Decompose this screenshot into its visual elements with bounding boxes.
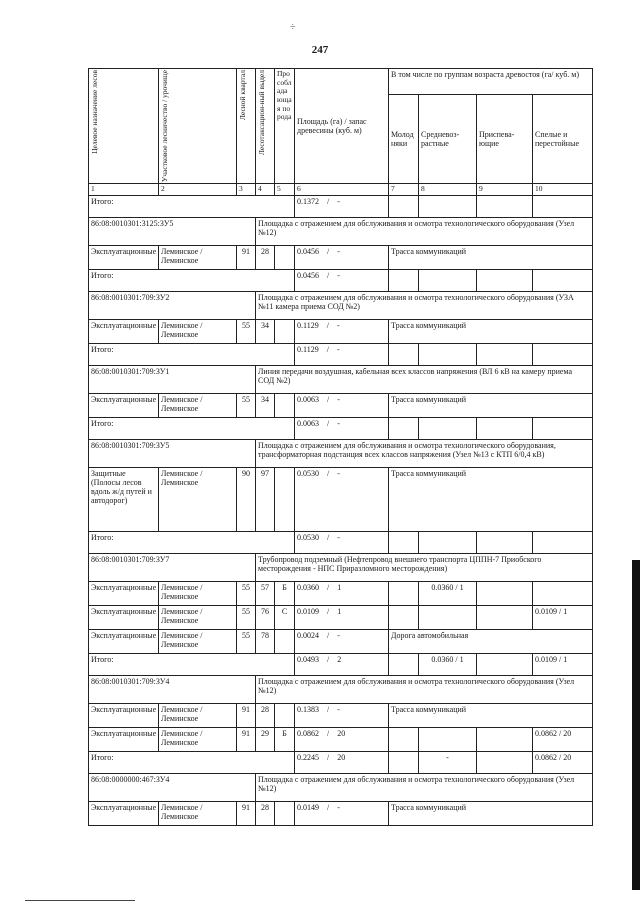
cadastral-number: 86:08:0010301:3125:ЗУ5	[89, 217, 256, 245]
volume-value: -	[337, 704, 340, 714]
column-number-cell: 1	[89, 184, 159, 196]
area-volume-cell	[295, 343, 389, 365]
area-volume-cell	[295, 269, 389, 291]
area-separator: /	[327, 630, 330, 640]
age-premature-cell	[477, 531, 533, 553]
age-premature-cell	[477, 269, 533, 291]
forestry-cell: Леминское / Леминское	[159, 245, 237, 269]
note-cell: Трасса коммуникаций	[389, 393, 593, 417]
volume-value: 1	[337, 606, 342, 616]
area-separator: /	[326, 320, 329, 330]
area-value: 0.0456	[297, 246, 319, 256]
age-young-cell	[389, 727, 419, 751]
table-row	[89, 629, 593, 653]
note-cell: Трасса коммуникаций	[389, 467, 593, 531]
age-young-cell	[389, 531, 419, 553]
purpose-cell: Эксплуатационные	[89, 727, 159, 751]
area-value: 0.0530	[297, 468, 319, 478]
quarter-cell: 55	[237, 629, 256, 653]
area-separator: /	[327, 728, 330, 738]
purpose-cell: Эксплуатационные	[89, 703, 159, 727]
quarter-cell: 55	[237, 581, 256, 605]
area-value: 0.0109	[297, 606, 319, 616]
age-mature-cell	[533, 531, 593, 553]
total-row	[89, 653, 593, 675]
area-value: 0.0063	[297, 418, 319, 428]
purpose-cell: Эксплуатационные	[89, 581, 159, 605]
age-mature-cell	[533, 343, 593, 365]
total-label: Итого:	[89, 653, 295, 675]
purpose-cell: Эксплуатационные	[89, 319, 159, 343]
table-row	[89, 581, 593, 605]
volume-value: -	[337, 468, 340, 478]
table-row	[89, 245, 593, 269]
forestry-cell: Леминское / Леминское	[159, 801, 237, 825]
species-cell	[275, 319, 295, 343]
object-description: Площадка с отражением для обслуживания и осмотра технологического оборудования (УЗА №11 камера приема СОД №2)	[256, 291, 593, 319]
area-value: 0.0063	[297, 394, 319, 404]
column-number-cell: 7	[389, 184, 419, 196]
table-row	[89, 703, 593, 727]
cadastral-number: 86:08:0000000:467:ЗУ4	[89, 773, 256, 801]
allotment-cell: 97	[256, 467, 275, 531]
volume-value: -	[337, 246, 340, 256]
column-number-cell: 2	[159, 184, 237, 196]
purpose-cell: Защитные (Полосы лесов вдоль ж/д путей и автодорог)	[89, 467, 159, 531]
forestry-cell: Леминское / Леминское	[159, 727, 237, 751]
volume-value: -	[337, 630, 340, 640]
column-number-cell: 10	[533, 184, 593, 196]
area-separator: /	[327, 270, 330, 280]
header-age-group: В том числе по группам возраста древостоя (га/ куб. м)	[389, 69, 593, 95]
age-young-cell	[389, 269, 419, 291]
area-separator: /	[327, 418, 330, 428]
age-mature-cell: 0.0109 / 1	[533, 653, 593, 675]
area-separator: /	[327, 394, 330, 404]
age-young-cell	[389, 417, 419, 439]
area-volume-cell	[295, 751, 389, 773]
area-volume-cell	[295, 531, 389, 553]
area-separator: /	[327, 654, 330, 664]
age-mature-cell	[533, 417, 593, 439]
age-premature-cell	[477, 417, 533, 439]
total-label: Итого:	[89, 269, 295, 291]
object-description: Трубопровод подземный (Нефтепровод внешнего транспорта ЦППН-7 Приобского месторождения - НПС Приразломного месторождения)	[256, 553, 593, 581]
age-middle-cell: 0.0360 / 1	[419, 653, 477, 675]
scan-edge	[632, 560, 640, 890]
species-cell	[275, 393, 295, 417]
allotment-cell: 78	[256, 629, 275, 653]
age-young-cell	[389, 195, 419, 217]
volume-value: 20	[337, 728, 346, 738]
column-number-cell: 6	[295, 184, 389, 196]
species-cell	[275, 245, 295, 269]
age-premature-cell	[477, 343, 533, 365]
area-volume-cell	[295, 581, 389, 605]
quarter-cell: 55	[237, 605, 256, 629]
allotment-cell: 28	[256, 801, 275, 825]
area-separator: /	[327, 246, 330, 256]
cadastral-row	[89, 365, 593, 393]
column-number-cell: 5	[275, 184, 295, 196]
cadastral-number: 86:08:0010301:709:ЗУ7	[89, 553, 256, 581]
age-premature-cell	[477, 195, 533, 217]
purpose-cell: Эксплуатационные	[89, 801, 159, 825]
object-description: Площадка с отражением для обслуживания и осмотра технологического оборудования (Узел №12)	[256, 773, 593, 801]
age-young-cell	[389, 605, 419, 629]
area-volume-cell	[295, 801, 389, 825]
species-cell	[275, 629, 295, 653]
age-mature-cell	[533, 581, 593, 605]
age-premature-cell	[477, 751, 533, 773]
area-separator: /	[327, 532, 330, 542]
age-premature-cell	[477, 581, 533, 605]
total-label: Итого:	[89, 417, 295, 439]
column-numbers-row	[89, 184, 593, 196]
purpose-cell: Эксплуатационные	[89, 605, 159, 629]
note-cell: Трасса коммуникаций	[389, 245, 593, 269]
area-volume-cell	[295, 195, 389, 217]
cadastral-number: 86:08:0010301:709:ЗУ5	[89, 439, 256, 467]
area-volume-cell	[295, 629, 389, 653]
quarter-cell: 91	[237, 727, 256, 751]
table-row	[89, 801, 593, 825]
quarter-cell: 55	[237, 393, 256, 417]
area-value: 0.2245	[297, 752, 319, 762]
age-middle-cell	[419, 531, 477, 553]
volume-value: -	[337, 196, 340, 206]
total-row	[89, 343, 593, 365]
area-value: 0.1129	[297, 320, 319, 330]
species-cell: Б	[275, 581, 295, 605]
species-cell	[275, 801, 295, 825]
total-row	[89, 195, 593, 217]
area-volume-cell	[295, 245, 389, 269]
cadastral-number: 86:08:0010301:709:ЗУ2	[89, 291, 256, 319]
object-description: Площадка с отражением для обслуживания и осмотра технологического оборудования (Узел №12)	[256, 675, 593, 703]
quarter-cell: 91	[237, 801, 256, 825]
age-middle-cell	[419, 195, 477, 217]
table-row	[89, 393, 593, 417]
age-mature-cell	[533, 195, 593, 217]
age-young-cell	[389, 581, 419, 605]
header-col-allotment: Лесотаксацион-ный выдел	[256, 69, 275, 184]
header-col-premature: Приспева-ющие	[477, 95, 533, 184]
page-number: 247	[311, 44, 329, 56]
allotment-cell: 34	[256, 319, 275, 343]
age-middle-cell	[419, 269, 477, 291]
area-volume-cell	[295, 727, 389, 751]
area-volume-cell	[295, 417, 389, 439]
table-row	[89, 727, 593, 751]
cadastral-row	[89, 553, 593, 581]
volume-value: -	[337, 532, 340, 542]
note-cell: Трасса коммуникаций	[389, 801, 593, 825]
cadastral-row	[89, 675, 593, 703]
cadastral-row	[89, 291, 593, 319]
allotment-cell: 28	[256, 703, 275, 727]
volume-value: 1	[337, 582, 342, 592]
age-middle-cell: 0.0360 / 1	[419, 581, 477, 605]
scan-line	[25, 900, 135, 901]
volume-value: -	[336, 344, 340, 354]
volume-value: -	[337, 418, 340, 428]
total-label: Итого:	[89, 531, 295, 553]
column-number-cell: 8	[419, 184, 477, 196]
column-number-cell: 4	[256, 184, 275, 196]
purpose-cell: Эксплуатационные	[89, 629, 159, 653]
age-middle-cell	[419, 727, 477, 751]
volume-value: -	[337, 394, 340, 404]
area-value: 0.1129	[297, 344, 319, 354]
total-row	[89, 751, 593, 773]
age-premature-cell	[477, 605, 533, 629]
area-separator: /	[327, 196, 330, 206]
age-mature-cell: 0.0109 / 1	[533, 605, 593, 629]
species-cell	[275, 467, 295, 531]
age-middle-cell	[419, 343, 477, 365]
age-middle-cell	[419, 605, 477, 629]
area-value: 0.0456	[297, 270, 319, 280]
area-value: 0.0149	[297, 802, 319, 812]
area-value: 0.0493	[297, 654, 319, 664]
cadastral-number: 86:08:0010301:709:ЗУ1	[89, 365, 256, 393]
header-col-area: Площадь (га) / запас древесины (куб. м)	[295, 69, 389, 184]
age-young-cell	[389, 653, 419, 675]
allotment-cell: 29	[256, 727, 275, 751]
header-col-species: Прособладающая порода	[275, 69, 295, 184]
total-label: Итого:	[89, 751, 295, 773]
header-col-young: Молодняки	[389, 95, 419, 184]
area-separator: /	[327, 582, 330, 592]
total-label: Итого:	[89, 343, 295, 365]
forest-table	[88, 68, 593, 826]
header-col-mature: Спелые и перестойные	[533, 95, 593, 184]
cadastral-number: 86:08:0010301:709:ЗУ4	[89, 675, 256, 703]
area-separator: /	[327, 802, 330, 812]
total-row	[89, 531, 593, 553]
species-cell	[275, 703, 295, 727]
scan-marks: ÷	[290, 22, 296, 33]
forestry-cell: Леминское / Леминское	[159, 319, 237, 343]
note-cell: Трасса коммуникаций	[389, 319, 593, 343]
area-volume-cell	[295, 319, 389, 343]
volume-value: -	[337, 802, 340, 812]
volume-value: 2	[337, 654, 342, 664]
age-young-cell	[389, 751, 419, 773]
table-row	[89, 319, 593, 343]
age-premature-cell	[477, 653, 533, 675]
area-separator: /	[327, 606, 330, 616]
forestry-cell: Леминское / Леминское	[159, 467, 237, 531]
volume-value: -	[337, 270, 340, 280]
age-mature-cell	[533, 269, 593, 291]
forestry-cell: Леминское / Леминское	[159, 703, 237, 727]
allotment-cell: 28	[256, 245, 275, 269]
allotment-cell: 57	[256, 581, 275, 605]
column-number-cell: 9	[477, 184, 533, 196]
area-value: 0.1372	[297, 196, 319, 206]
forestry-cell: Леминское / Леминское	[159, 629, 237, 653]
age-mature-cell: 0.0862 / 20	[533, 727, 593, 751]
area-separator: /	[327, 468, 330, 478]
object-description: Линия передачи воздушная, кабельная всех классов напряжения (ВЛ 6 кВ на камеру приема СОД №2)	[256, 365, 593, 393]
note-cell: Дорога автомобильная	[389, 629, 593, 653]
area-volume-cell	[295, 393, 389, 417]
object-description: Площадка с отражением для обслуживания и осмотра технологического оборудования (Узел №12)	[256, 217, 593, 245]
forestry-cell: Леминское / Леминское	[159, 605, 237, 629]
header-col-quarter: Лесной квартал	[237, 69, 256, 184]
header-col-purpose: Целевое назначение лесов	[89, 69, 159, 184]
age-young-cell	[389, 343, 419, 365]
area-volume-cell	[295, 703, 389, 727]
cadastral-row	[89, 773, 593, 801]
cadastral-row	[89, 217, 593, 245]
total-row	[89, 417, 593, 439]
species-cell: С	[275, 605, 295, 629]
forestry-cell: Леминское / Леминское	[159, 393, 237, 417]
area-separator: /	[327, 752, 330, 762]
header-col-middle: Средневоз-растные	[419, 95, 477, 184]
age-premature-cell	[477, 727, 533, 751]
area-volume-cell	[295, 467, 389, 531]
table-row	[89, 467, 593, 531]
area-value: 0.0360	[297, 582, 319, 592]
area-separator: /	[326, 344, 329, 354]
cadastral-row	[89, 439, 593, 467]
quarter-cell: 55	[237, 319, 256, 343]
table-row	[89, 605, 593, 629]
forestry-cell: Леминское / Леминское	[159, 581, 237, 605]
volume-value: -	[336, 320, 340, 330]
area-value: 0.0862	[297, 728, 319, 738]
area-separator: /	[327, 704, 330, 714]
quarter-cell: 90	[237, 467, 256, 531]
area-value: 0.0530	[297, 532, 319, 542]
allotment-cell: 34	[256, 393, 275, 417]
species-cell: Б	[275, 727, 295, 751]
age-middle-cell: -	[419, 751, 477, 773]
purpose-cell: Эксплуатационные	[89, 393, 159, 417]
purpose-cell: Эксплуатационные	[89, 245, 159, 269]
column-number-cell: 3	[237, 184, 256, 196]
header-col-forestry: Участковое лесничество / урочище	[159, 69, 237, 184]
area-volume-cell	[295, 605, 389, 629]
area-value: 0.1383	[297, 704, 319, 714]
note-cell: Трасса коммуникаций	[389, 703, 593, 727]
object-description: Площадка с отражением для обслуживания и осмотра технологического оборудования, трансформаторная подстанция всех классов напряжения (Узел №13 с КТП 6/0,4 кВ)	[256, 439, 593, 467]
total-row	[89, 269, 593, 291]
area-value: 0.0024	[297, 630, 319, 640]
area-volume-cell	[295, 653, 389, 675]
total-label: Итого:	[89, 195, 295, 217]
volume-value: 20	[337, 752, 346, 762]
allotment-cell: 76	[256, 605, 275, 629]
quarter-cell: 91	[237, 703, 256, 727]
age-middle-cell	[419, 417, 477, 439]
quarter-cell: 91	[237, 245, 256, 269]
age-mature-cell: 0.0862 / 20	[533, 751, 593, 773]
